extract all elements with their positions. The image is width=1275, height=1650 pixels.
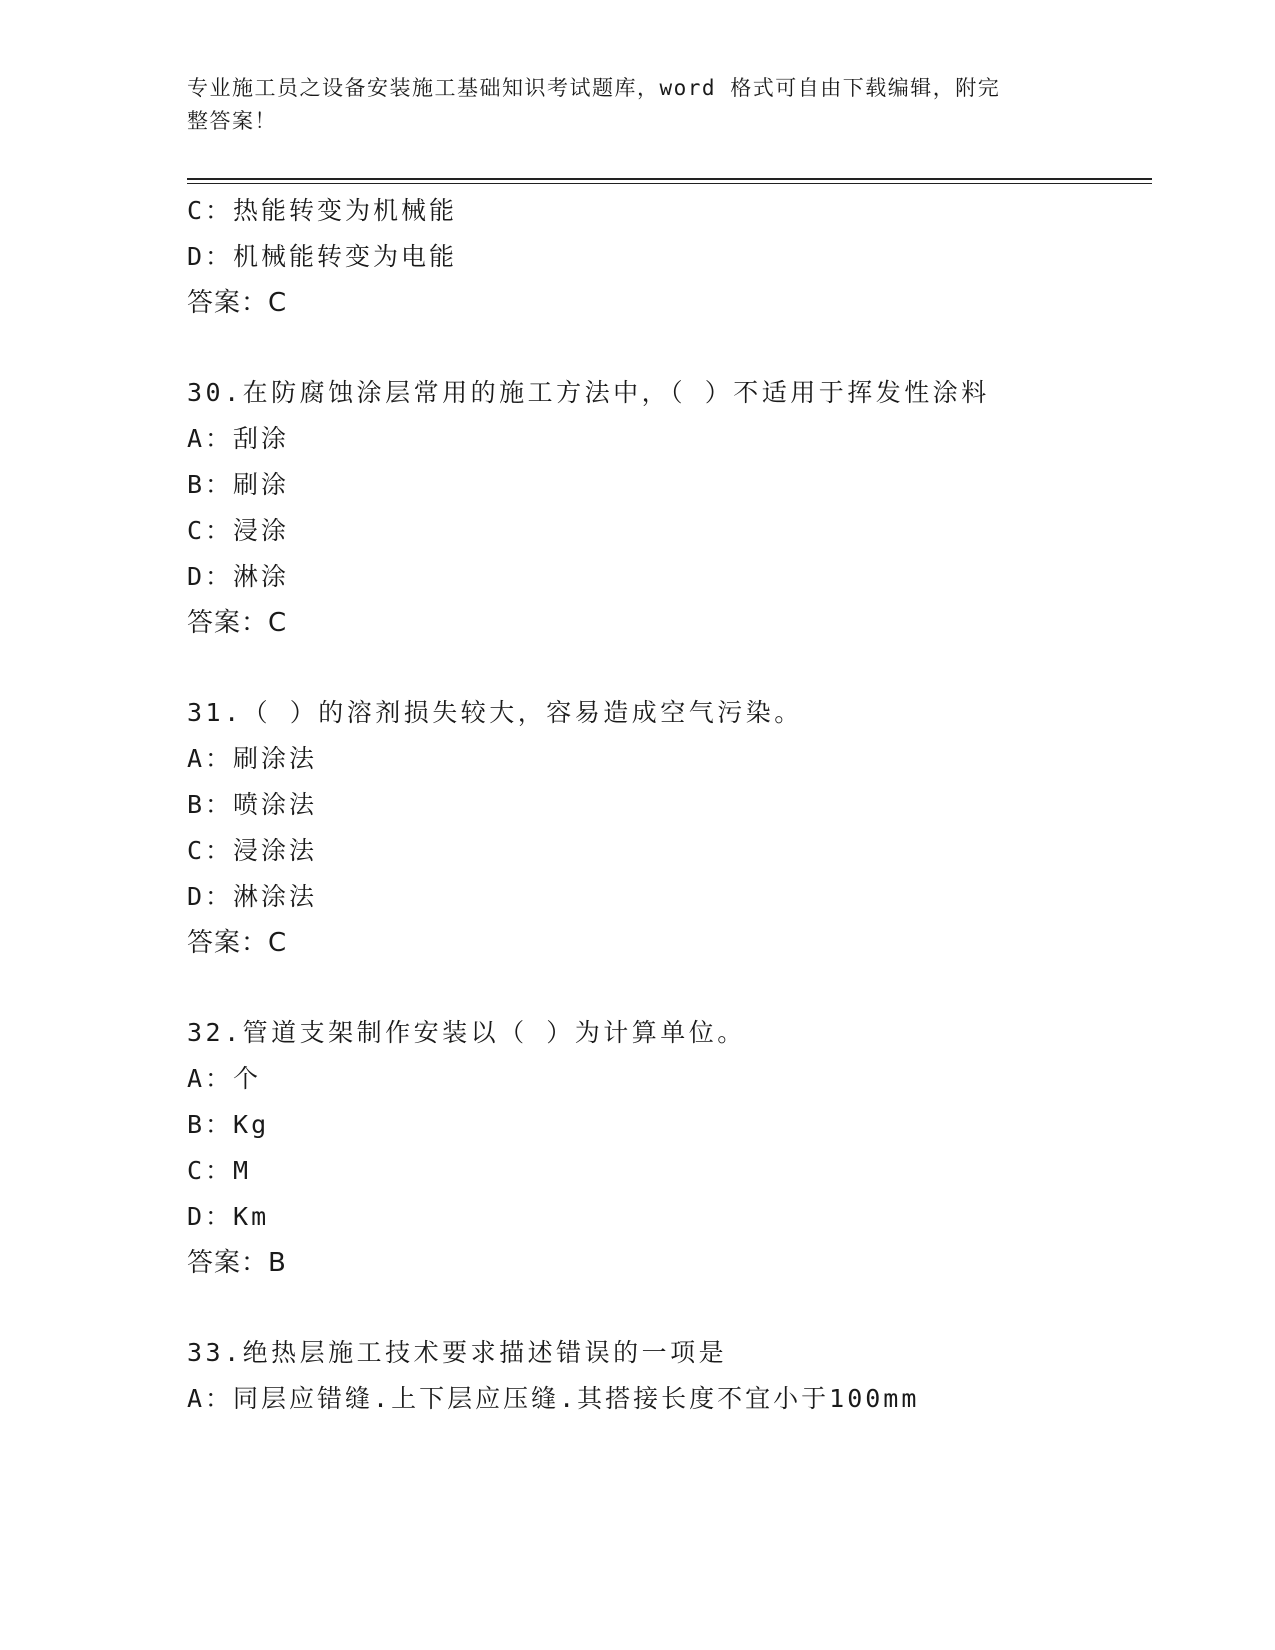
option-c: C：浸涂 [187,516,290,545]
answer-line: 答案：B [187,1248,287,1278]
header-divider-thin [187,183,1152,184]
question-block-32 [187,1010,1147,1286]
answer-line: 答案：C [187,288,288,318]
option-c: C：浸涂法 [187,836,318,865]
option-b: B：喷涂法 [187,790,318,819]
spacer [187,326,1147,370]
option-d: D：淋涂法 [187,882,318,911]
question-text: 33.绝热层施工技术要求描述错误的一项是 [187,1338,728,1367]
question-text: 32.管道支架制作安装以（ ）为计算单位。 [187,1018,746,1047]
question-block-continued [187,188,1147,326]
option-c: C：热能转变为机械能 [187,196,458,225]
option-b: B：Kg [187,1110,270,1139]
answer-line: 答案：C [187,608,288,638]
spacer [187,966,1147,1010]
question-text: 30.在防腐蚀涂层常用的施工方法中，（ ）不适用于挥发性涂料 [187,378,990,407]
header-title-line-2: 整答案！ [187,109,277,133]
option-d: D：机械能转变为电能 [187,242,458,271]
option-a: A：同层应错缝.上下层应压缝.其搭接长度不宜小于100mm [187,1384,920,1413]
document-header [187,72,1067,138]
option-b: B：刷涂 [187,470,290,499]
option-a: A：刷涂法 [187,744,318,773]
header-title-line-1: 专业施工员之设备安装施工基础知识考试题库，word 格式可自由下载编辑，附完 [187,76,1001,100]
option-a: A：个 [187,1064,262,1093]
question-block-30 [187,370,1147,646]
question-list [187,188,1147,1422]
spacer [187,1286,1147,1330]
question-block-33 [187,1330,1147,1422]
option-d: D：Km [187,1202,270,1231]
spacer [187,646,1147,690]
question-block-31 [187,690,1147,966]
option-a: A：刮涂 [187,424,290,453]
option-c: C：M [187,1156,252,1185]
question-text: 31.（ ）的溶剂损失较大，容易造成空气污染。 [187,698,803,727]
answer-line: 答案：C [187,928,288,958]
option-d: D：淋涂 [187,562,290,591]
header-divider-thick [187,178,1152,180]
